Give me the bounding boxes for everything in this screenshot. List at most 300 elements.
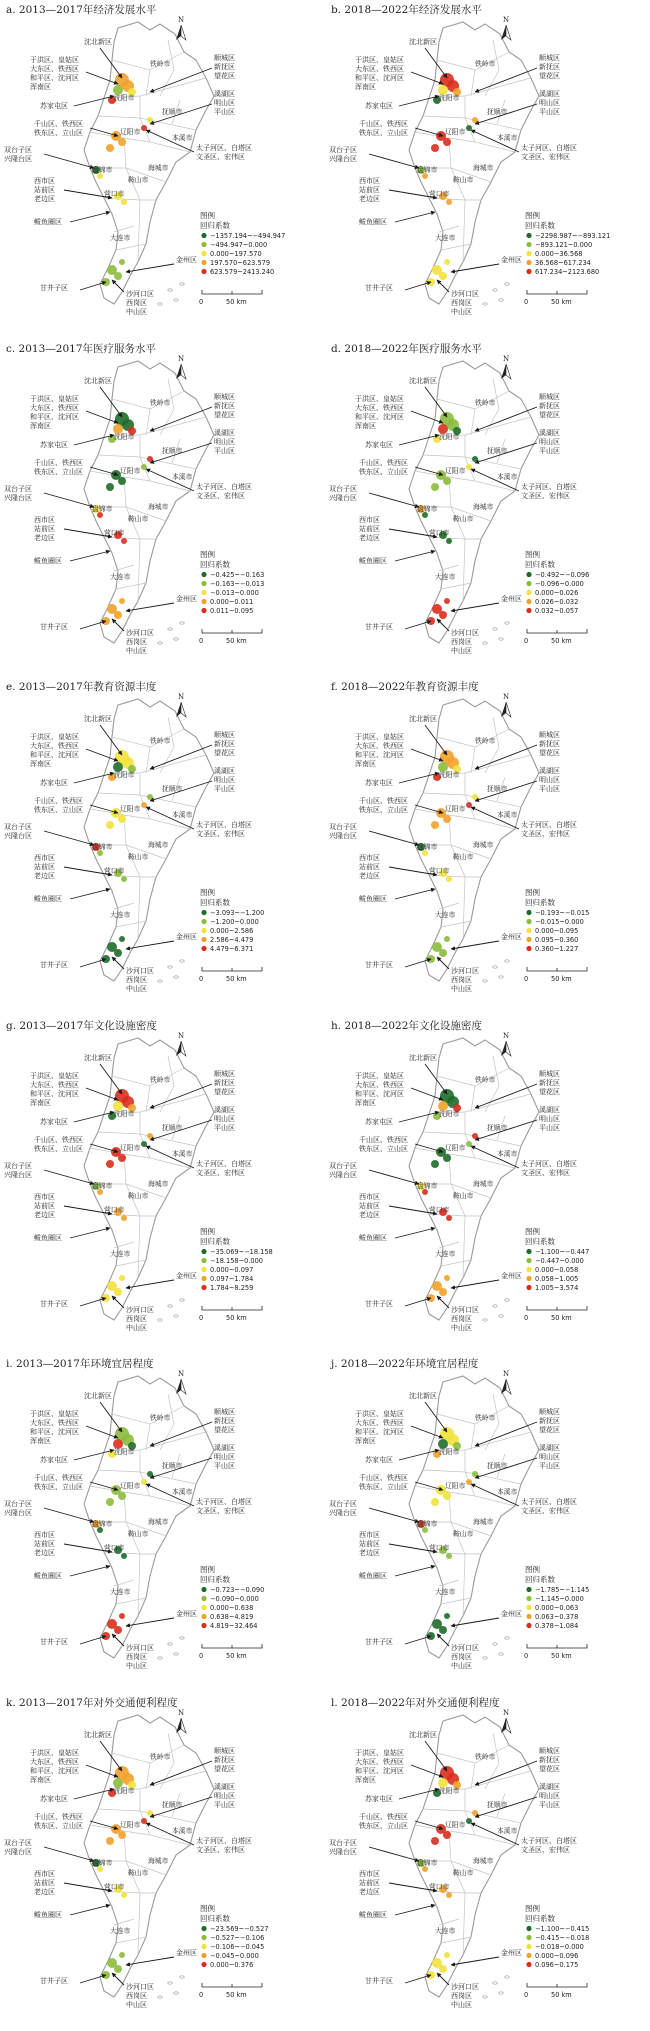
label-fushun: 抚顺市 bbox=[487, 1462, 508, 1470]
label-zhanqian: 站前区 bbox=[34, 1540, 55, 1548]
label-sujiatun: 苏家屯区 bbox=[365, 1794, 393, 1803]
coefficient-patch bbox=[121, 538, 127, 544]
label-wensheng: 文圣区、宏伟区 bbox=[196, 830, 245, 838]
legend-swatch bbox=[201, 1275, 206, 1280]
label-panjin: 盘锦市 bbox=[92, 1858, 113, 1867]
label-haicheng: 海城市 bbox=[473, 502, 494, 511]
label-sujiatun: 苏家屯区 bbox=[40, 1117, 68, 1126]
label-mingshan: 明山区 bbox=[214, 1791, 235, 1800]
legend-swatch bbox=[526, 598, 531, 603]
label-laobian: 老边区 bbox=[359, 195, 380, 203]
legend-swatch bbox=[201, 928, 206, 933]
label-shuangtaizi: 双台子区 bbox=[4, 484, 32, 493]
label-pingshan: 平山区 bbox=[214, 1800, 235, 1809]
label-ganjingzi: 甘井子区 bbox=[40, 961, 68, 969]
legend-swatch bbox=[201, 1266, 206, 1271]
label-wensheng: 文圣区、宏伟区 bbox=[196, 1845, 245, 1854]
label-hunnan: 浑南区 bbox=[30, 83, 51, 91]
coefficient-patch bbox=[439, 1965, 447, 1973]
label-tiedong: 铁东区、立山区 bbox=[34, 806, 83, 814]
label-laobian: 老边区 bbox=[34, 1887, 55, 1896]
label-bayuquan: 鲅鱼圈区 bbox=[34, 556, 62, 565]
label-dadong: 大东区、铁西区 bbox=[30, 403, 79, 412]
label-bayuquan: 鲅鱼圈区 bbox=[359, 218, 387, 226]
label-benxi: 本溪市 bbox=[497, 1826, 518, 1835]
legend-swatch bbox=[201, 937, 206, 942]
label-shuncheng: 顺城区 bbox=[539, 54, 560, 62]
coefficient-patch bbox=[443, 815, 451, 823]
label-ganjingzi: 甘井子区 bbox=[40, 1299, 68, 1308]
label-qianshan: 千山区、铁西区 bbox=[359, 120, 408, 128]
legend-class-label: 0.000~0.063 bbox=[535, 1604, 579, 1612]
north-label: N bbox=[502, 16, 510, 24]
legend-swatch bbox=[526, 251, 531, 256]
label-hunnan: 浑南区 bbox=[355, 83, 376, 91]
label-jinzhou: 金州区 bbox=[176, 256, 197, 264]
label-shahekou: 沙河口区 bbox=[126, 1305, 154, 1314]
label-zhanqian: 站前区 bbox=[34, 524, 55, 533]
legend-swatch bbox=[201, 242, 206, 247]
legend-class-label: 2.586~4.479 bbox=[210, 936, 254, 944]
label-yuhong: 于洪区、皇姑区 bbox=[30, 1071, 79, 1080]
coefficient-patch bbox=[439, 949, 447, 957]
legend-subtitle: 回归系数 bbox=[200, 1575, 230, 1584]
leader-arrow bbox=[70, 1905, 110, 1915]
legend bbox=[200, 887, 264, 953]
label-tieling: 铁岭市 bbox=[150, 60, 171, 68]
legend-title: 图例 bbox=[200, 1903, 215, 1913]
label-jinzhou: 金州区 bbox=[501, 1271, 522, 1280]
label-xishi: 西市区 bbox=[359, 515, 380, 524]
label-xigang: 西岗区 bbox=[451, 976, 472, 984]
map-canvas bbox=[0, 1693, 325, 2031]
north-arrow-icon bbox=[501, 355, 511, 379]
legend-swatch bbox=[201, 1257, 206, 1262]
coefficient-patch bbox=[472, 794, 478, 800]
label-dalian: 大连市 bbox=[435, 911, 456, 919]
coefficient-patch bbox=[443, 1492, 451, 1500]
label-xigang: 西岗区 bbox=[451, 1991, 472, 2000]
scale-distance: 50 km bbox=[551, 1990, 572, 1999]
label-wensheng: 文圣区、宏伟区 bbox=[196, 1168, 245, 1177]
label-ganjingzi: 甘井子区 bbox=[365, 1976, 393, 1985]
legend-swatch bbox=[526, 233, 531, 238]
label-taizihe: 太子河区、白塔区 bbox=[521, 482, 577, 491]
label-zhanqian: 站前区 bbox=[359, 1540, 380, 1548]
panel-title: k. 2013—2017年对外交通便利程度 bbox=[6, 1696, 178, 1709]
label-zhanqian: 站前区 bbox=[359, 524, 380, 533]
label-tiedong: 铁东区、立山区 bbox=[34, 129, 83, 137]
label-ganjingzi: 甘井子区 bbox=[365, 1638, 393, 1646]
legend-class-label: 0.000~0.096 bbox=[535, 1951, 579, 1960]
legend-class-label: 0.096~0.175 bbox=[535, 1960, 579, 1969]
label-shuncheng: 顺城区 bbox=[539, 731, 560, 739]
legend-swatch bbox=[201, 1587, 206, 1592]
legend-swatch bbox=[526, 269, 531, 274]
label-shahekou: 沙河口区 bbox=[451, 628, 479, 637]
label-qianshan: 千山区、铁西区 bbox=[34, 1474, 83, 1482]
label-shenbei: 沈北新区 bbox=[84, 38, 112, 46]
label-xinfu: 新抚区 bbox=[214, 63, 235, 71]
label-tiedong: 铁东区、立山区 bbox=[34, 1144, 83, 1153]
legend bbox=[200, 1226, 273, 1292]
scale-bar-icon bbox=[199, 290, 262, 306]
label-fushun: 抚顺市 bbox=[162, 108, 183, 116]
legend-class-label: 4.819~32.464 bbox=[210, 1622, 258, 1630]
label-xinglongtai: 兴隆台区 bbox=[329, 1847, 357, 1856]
label-shenyang: 沈阳市 bbox=[114, 1448, 135, 1456]
label-shenyang: 沈阳市 bbox=[439, 771, 460, 779]
scale-zero: 0 bbox=[524, 298, 529, 306]
label-shenbei: 沈北新区 bbox=[409, 376, 437, 385]
coefficient-patch bbox=[443, 1154, 451, 1162]
label-dadong: 大东区、铁西区 bbox=[30, 742, 79, 750]
label-anshan: 鞍山市 bbox=[128, 1191, 149, 1200]
label-jinzhou: 金州区 bbox=[501, 256, 522, 264]
label-wensheng: 文圣区、宏伟区 bbox=[196, 1507, 245, 1515]
label-xihu: 溪湖区 bbox=[539, 428, 560, 437]
label-wanghua: 望花区 bbox=[539, 1426, 560, 1434]
coefficient-patch bbox=[114, 1288, 122, 1296]
label-qianshan: 千山区、铁西区 bbox=[34, 797, 83, 805]
label-xihu: 溪湖区 bbox=[214, 1105, 235, 1114]
label-pingshan: 平山区 bbox=[539, 446, 560, 455]
legend-swatch bbox=[526, 1257, 531, 1262]
label-heping: 和平区、沈河区 bbox=[355, 74, 404, 82]
label-xinfu: 新抚区 bbox=[539, 1755, 560, 1764]
coefficient-patch bbox=[431, 144, 439, 152]
label-shenbei: 沈北新区 bbox=[84, 1053, 112, 1062]
label-yuhong: 于洪区、皇姑区 bbox=[355, 1748, 404, 1757]
label-benxi: 本溪市 bbox=[497, 811, 518, 819]
label-yuhong: 于洪区、皇姑区 bbox=[355, 1410, 404, 1418]
label-shahekou: 沙河口区 bbox=[451, 1305, 479, 1314]
coefficient-patch bbox=[147, 117, 153, 123]
label-qianshan: 千山区、铁西区 bbox=[34, 1812, 83, 1821]
label-zhanqian: 站前区 bbox=[34, 863, 55, 871]
label-hunnan: 浑南区 bbox=[30, 1437, 51, 1445]
map-panel bbox=[325, 339, 650, 677]
label-pingshan: 平山区 bbox=[214, 785, 235, 793]
label-xinglongtai: 兴隆台区 bbox=[4, 832, 32, 840]
label-xinfu: 新抚区 bbox=[214, 1078, 235, 1087]
label-xigang: 西岗区 bbox=[451, 299, 472, 307]
legend-swatch bbox=[201, 1934, 206, 1939]
legend-swatch bbox=[201, 607, 206, 612]
legend-class-label: 197.570~623.579 bbox=[210, 259, 271, 267]
label-tieling: 铁岭市 bbox=[150, 1414, 171, 1422]
label-pingshan: 平山区 bbox=[539, 1123, 560, 1132]
legend-class-label: 0.000~36.568 bbox=[535, 250, 583, 258]
label-yuhong: 于洪区、皇姑区 bbox=[30, 1410, 79, 1418]
label-dadong: 大东区、铁西区 bbox=[30, 1757, 79, 1766]
label-shuangtaizi: 双台子区 bbox=[4, 823, 32, 831]
label-yuhong: 于洪区、皇姑区 bbox=[355, 394, 404, 403]
label-shenyang: 沈阳市 bbox=[114, 1786, 135, 1795]
label-xishi: 西市区 bbox=[359, 177, 380, 185]
legend-title: 图例 bbox=[525, 888, 540, 897]
coefficient-patch bbox=[114, 949, 122, 957]
label-wensheng: 文圣区、宏伟区 bbox=[521, 153, 570, 161]
label-pingshan: 平山区 bbox=[539, 108, 560, 116]
label-fushun: 抚顺市 bbox=[487, 1123, 508, 1132]
label-benxi: 本溪市 bbox=[497, 1149, 518, 1158]
label-anshan: 鞍山市 bbox=[128, 176, 149, 184]
label-jinzhou: 金州区 bbox=[501, 1948, 522, 1957]
label-haicheng: 海城市 bbox=[473, 1179, 494, 1188]
label-tiedong: 铁东区、立山区 bbox=[359, 467, 408, 476]
label-qianshan: 千山区、铁西区 bbox=[34, 1135, 83, 1144]
label-shuangtaizi: 双台子区 bbox=[4, 1161, 32, 1170]
label-zhanqian: 站前区 bbox=[34, 1878, 55, 1887]
coefficient-patch bbox=[106, 1837, 114, 1845]
label-zhongshan: 中山区 bbox=[451, 2000, 472, 2009]
label-yingkou: 营口市 bbox=[104, 1882, 125, 1891]
coefficient-patch bbox=[106, 483, 114, 491]
legend-class-label: −0.415~−0.018 bbox=[535, 1933, 590, 1942]
label-hunnan: 浑南区 bbox=[355, 1098, 376, 1107]
label-xishi: 西市区 bbox=[34, 1531, 55, 1539]
label-wanghua: 望花区 bbox=[214, 1426, 235, 1434]
coefficient-patch bbox=[118, 477, 126, 485]
label-haicheng: 海城市 bbox=[473, 164, 494, 172]
label-xigang: 西岗区 bbox=[126, 637, 147, 646]
label-shenyang: 沈阳市 bbox=[114, 1109, 135, 1118]
legend-class-label: 0.378~1.084 bbox=[535, 1622, 579, 1630]
coefficient-patch bbox=[121, 199, 127, 205]
coefficient-patch bbox=[443, 477, 451, 485]
label-dadong: 大东区、铁西区 bbox=[355, 1757, 404, 1766]
coefficient-patch bbox=[118, 815, 126, 823]
label-zhanqian: 站前区 bbox=[359, 863, 380, 871]
map-canvas bbox=[325, 1693, 650, 2031]
coefficient-patch bbox=[431, 821, 439, 829]
label-hunnan: 浑南区 bbox=[355, 1775, 376, 1784]
label-shenyang: 沈阳市 bbox=[114, 771, 135, 779]
legend-class-label: 0.000~0.376 bbox=[210, 1960, 254, 1969]
legend-class-label: −1357.194~−494.947 bbox=[210, 232, 286, 240]
legend-subtitle: 回归系数 bbox=[200, 1236, 230, 1246]
label-pingshan: 平山区 bbox=[539, 1800, 560, 1809]
coefficient-patch bbox=[147, 794, 153, 800]
legend-swatch bbox=[526, 1605, 531, 1610]
label-yingkou: 营口市 bbox=[104, 190, 125, 198]
label-yingkou: 营口市 bbox=[104, 1205, 125, 1214]
legend-swatch bbox=[201, 571, 206, 576]
label-hunnan: 浑南区 bbox=[30, 1098, 51, 1107]
legend-class-label: −0.527~−0.106 bbox=[210, 1933, 265, 1942]
legend-swatch bbox=[201, 598, 206, 603]
label-xishi: 西市区 bbox=[359, 1531, 380, 1539]
label-xigang: 西岗区 bbox=[451, 1314, 472, 1323]
legend-class-label: 0.000~197.570 bbox=[210, 250, 262, 258]
legend-title: 图例 bbox=[525, 1903, 540, 1913]
panel-title: f. 2018—2022年教育资源丰度 bbox=[331, 681, 479, 693]
label-fushun: 抚顺市 bbox=[487, 785, 508, 793]
label-bayuquan: 鲅鱼圈区 bbox=[34, 895, 62, 903]
label-yingkou: 营口市 bbox=[429, 1205, 450, 1214]
label-dalian: 大连市 bbox=[110, 1249, 131, 1258]
map-canvas bbox=[0, 339, 325, 677]
map-canvas bbox=[0, 0, 325, 338]
label-taizihe: 太子河区、白塔区 bbox=[521, 1159, 577, 1168]
coefficient-patch bbox=[472, 1810, 478, 1816]
label-shahekou: 沙河口区 bbox=[451, 1644, 479, 1652]
scale-zero: 0 bbox=[199, 298, 204, 306]
label-sujiatun: 苏家屯区 bbox=[365, 102, 393, 110]
label-zhongshan: 中山区 bbox=[451, 1323, 472, 1332]
legend-class-label: −0.015~0.000 bbox=[535, 918, 584, 926]
label-shahekou: 沙河口区 bbox=[451, 1982, 479, 1991]
coefficient-patch bbox=[114, 272, 122, 280]
legend-swatch bbox=[201, 233, 206, 238]
label-shuncheng: 顺城区 bbox=[214, 731, 235, 739]
label-zhongshan: 中山区 bbox=[126, 1662, 147, 1670]
legend bbox=[525, 887, 589, 953]
leader-arrow bbox=[70, 1228, 110, 1238]
legend-swatch bbox=[526, 571, 531, 576]
label-fushun: 抚顺市 bbox=[487, 1800, 508, 1809]
coefficient-patch bbox=[472, 456, 478, 462]
label-shenyang: 沈阳市 bbox=[439, 1448, 460, 1456]
label-yuhong: 于洪区、皇姑区 bbox=[355, 56, 404, 64]
legend-class-label: 0.058~1.005 bbox=[535, 1274, 579, 1283]
label-bayuquan: 鲅鱼圈区 bbox=[359, 1910, 387, 1919]
legend-swatch bbox=[201, 1623, 206, 1628]
legend-subtitle: 回归系数 bbox=[525, 1575, 555, 1584]
label-xishi: 西市区 bbox=[34, 177, 55, 185]
coefficient-patch bbox=[446, 1892, 452, 1898]
label-xigang: 西岗区 bbox=[126, 1653, 147, 1661]
scale-zero: 0 bbox=[524, 636, 529, 645]
label-zhongshan: 中山区 bbox=[126, 646, 147, 655]
north-arrow-icon bbox=[501, 16, 511, 40]
legend-class-label: 0.000~0.011 bbox=[210, 597, 254, 606]
coefficient-patch bbox=[119, 598, 125, 604]
legend-swatch bbox=[201, 1925, 206, 1930]
label-sujiatun: 苏家屯区 bbox=[40, 440, 68, 449]
panel-title: j. 2018—2022年环境宜居程度 bbox=[331, 1358, 479, 1370]
map-canvas bbox=[0, 1016, 325, 1354]
coefficient-patch bbox=[119, 936, 125, 942]
label-haicheng: 海城市 bbox=[148, 502, 169, 511]
panel-title: e. 2013—2017年教育资源丰度 bbox=[6, 681, 157, 693]
label-xigang: 西岗区 bbox=[126, 976, 147, 984]
legend-class-label: 617.234~2123.680 bbox=[535, 268, 600, 276]
legend-swatch bbox=[526, 928, 531, 933]
label-anshan: 鞍山市 bbox=[128, 1868, 149, 1877]
scale-bar-icon bbox=[524, 629, 587, 645]
label-haicheng: 海城市 bbox=[148, 1856, 169, 1865]
legend-class-label: −0.018~0.000 bbox=[535, 1942, 584, 1951]
label-tiedong: 铁东区、立山区 bbox=[34, 467, 83, 476]
label-yuhong: 于洪区、皇姑区 bbox=[30, 56, 79, 64]
legend-swatch bbox=[201, 589, 206, 594]
label-wanghua: 望花区 bbox=[539, 72, 560, 80]
label-benxi: 本溪市 bbox=[172, 472, 193, 481]
label-xinglongtai: 兴隆台区 bbox=[4, 1509, 32, 1517]
label-benxi: 本溪市 bbox=[497, 472, 518, 481]
scale-distance: 50 km bbox=[226, 1990, 247, 1999]
label-ganjingzi: 甘井子区 bbox=[365, 622, 393, 631]
label-xihu: 溪湖区 bbox=[539, 1444, 560, 1452]
label-shuangtaizi: 双台子区 bbox=[329, 823, 357, 831]
coefficient-patch bbox=[121, 1892, 127, 1898]
label-panjin: 盘锦市 bbox=[417, 166, 438, 174]
scale-distance: 50 km bbox=[226, 636, 247, 645]
legend-swatch bbox=[201, 260, 206, 265]
label-wensheng: 文圣区、宏伟区 bbox=[521, 830, 570, 838]
leader-arrow bbox=[70, 889, 110, 899]
label-ganjingzi: 甘井子区 bbox=[365, 284, 393, 292]
label-liaoyang: 辽阳市 bbox=[445, 128, 466, 136]
legend-swatch bbox=[201, 1605, 206, 1610]
label-mingshan: 明山区 bbox=[539, 1791, 560, 1800]
label-bayuquan: 鲅鱼圈区 bbox=[359, 895, 387, 903]
legend-subtitle: 回归系数 bbox=[525, 1913, 555, 1923]
label-zhanqian: 站前区 bbox=[359, 186, 380, 194]
label-panjin: 盘锦市 bbox=[92, 166, 113, 174]
legend-swatch bbox=[201, 946, 206, 951]
label-anshan: 鞍山市 bbox=[128, 514, 149, 523]
label-wanghua: 望花区 bbox=[539, 749, 560, 757]
label-fushun: 抚顺市 bbox=[487, 108, 508, 116]
legend-class-label: −0.106~−0.045 bbox=[210, 1942, 265, 1951]
coefficient-patch bbox=[444, 1613, 450, 1619]
label-heping: 和平区、沈河区 bbox=[30, 412, 79, 421]
label-dadong: 大东区、铁西区 bbox=[30, 65, 79, 73]
legend-swatch bbox=[526, 589, 531, 594]
scale-bar-icon bbox=[199, 1306, 262, 1322]
label-shuangtaizi: 双台子区 bbox=[4, 1838, 32, 1847]
legend bbox=[200, 549, 264, 615]
legend-class-label: 623.579~2413.240 bbox=[210, 268, 275, 276]
label-zhongshan: 中山区 bbox=[451, 646, 472, 655]
legend bbox=[525, 1564, 589, 1630]
label-sujiatun: 苏家屯区 bbox=[40, 102, 68, 110]
legend-class-label: −1.100~−0.447 bbox=[535, 1247, 590, 1256]
label-tiedong: 铁东区、立山区 bbox=[359, 1483, 408, 1491]
legend-swatch bbox=[526, 1266, 531, 1271]
label-dalian: 大连市 bbox=[110, 234, 131, 242]
label-xishi: 西市区 bbox=[359, 1192, 380, 1201]
label-fushun: 抚顺市 bbox=[162, 1462, 183, 1470]
label-dadong: 大东区、铁西区 bbox=[355, 742, 404, 750]
legend-swatch bbox=[201, 919, 206, 924]
scale-distance: 50 km bbox=[226, 975, 247, 983]
north-label: N bbox=[177, 16, 185, 24]
label-shuncheng: 顺城区 bbox=[214, 1069, 235, 1078]
label-ganjingzi: 甘井子区 bbox=[40, 622, 68, 631]
label-shenbei: 沈北新区 bbox=[84, 1392, 112, 1400]
label-xinglongtai: 兴隆台区 bbox=[329, 1509, 357, 1517]
legend-class-label: 0.000~2.586 bbox=[210, 927, 254, 935]
label-zhongshan: 中山区 bbox=[126, 1323, 147, 1332]
legend-title: 图例 bbox=[525, 1565, 540, 1574]
legend-class-label: −1.785~−1.145 bbox=[535, 1586, 590, 1594]
label-wensheng: 文圣区、宏伟区 bbox=[196, 153, 245, 161]
legend-class-label: 0.000~0.097 bbox=[210, 1265, 254, 1274]
label-shahekou: 沙河口区 bbox=[126, 967, 154, 975]
coefficient-patch bbox=[118, 1831, 126, 1839]
coefficient-patch bbox=[444, 598, 450, 604]
label-shenbei: 沈北新区 bbox=[409, 1053, 437, 1062]
label-dalian: 大连市 bbox=[435, 234, 456, 242]
coefficient-patch bbox=[119, 1613, 125, 1619]
coefficient-patch bbox=[439, 1288, 447, 1296]
coefficient-patch bbox=[446, 199, 452, 205]
legend-class-label: −3.093~−1.200 bbox=[210, 909, 265, 917]
